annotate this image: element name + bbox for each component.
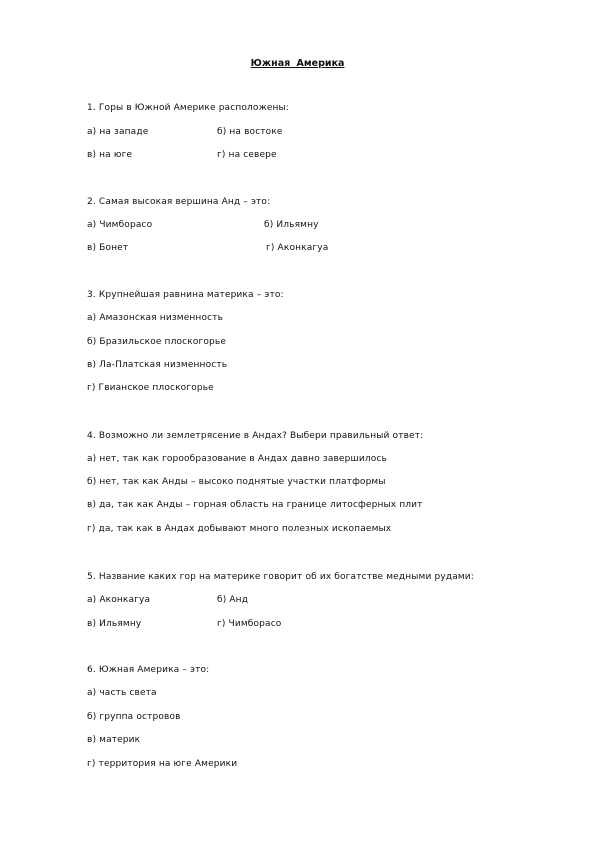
question-5-option-c: в) Ильямну — [87, 619, 142, 629]
page-title: Южная Америка — [250, 58, 345, 69]
question-4-option-d: г) да, так как в Андах добывают много полезных ископаемых — [87, 524, 392, 534]
question-3-text: 3. Крупнейшая равнина материка – это: — [87, 290, 284, 300]
question-2-option-b: б) Ильямну — [264, 220, 319, 230]
question-4-text: 4. Возможно ли землетрясение в Андах? Выбери правильный ответ: — [87, 431, 424, 441]
question-6-text: 6. Южная Америка – это: — [87, 665, 210, 675]
question-5-option-b: б) Анд — [217, 595, 249, 605]
question-4-option-c: в) да, так как Анды – горная область на границе литосферных плит — [87, 500, 423, 510]
question-5-option-a: а) Аконкагуа — [87, 595, 151, 605]
question-2-option-c: в) Бонет — [87, 243, 129, 253]
question-2-option-d: г) Аконкагуа — [266, 243, 329, 253]
question-3-option-a: а) Амазонская низменность — [87, 313, 224, 323]
question-5-option-d: г) Чимборасо — [217, 619, 282, 629]
question-6-option-c: в) материк — [87, 735, 141, 745]
question-1-option-d: г) на севере — [217, 150, 277, 160]
question-4-option-a: а) нет, так как горообразование в Андах давно завершилось — [87, 454, 387, 464]
question-4-option-b: б) нет, так как Анды – высоко поднятые участки платформы — [87, 477, 386, 487]
question-5-text: 5. Название каких гор на материке говорит об их богатстве медными рудами: — [87, 572, 474, 582]
question-1-option-a: а) на западе — [87, 127, 149, 137]
question-6-option-b: б) группа островов — [87, 712, 181, 722]
question-1-text: 1. Горы в Южной Америке расположены: — [87, 103, 289, 113]
question-3-option-d: г) Гвианское плоскогорье — [87, 383, 214, 393]
question-2-text: 2. Самая высокая вершина Анд – это: — [87, 197, 271, 207]
question-1-option-b: б) на востоке — [217, 127, 283, 137]
question-2-option-a: а) Чимборасо — [87, 220, 153, 230]
question-6-option-d: г) территория на юге Америки — [87, 759, 238, 769]
question-6-option-a: а) часть света — [87, 688, 157, 698]
question-3-option-c: в) Ла-Платская низменность — [87, 360, 228, 370]
question-1-option-c: в) на юге — [87, 150, 133, 160]
question-3-option-b: б) Бразильское плоскогорье — [87, 337, 227, 347]
